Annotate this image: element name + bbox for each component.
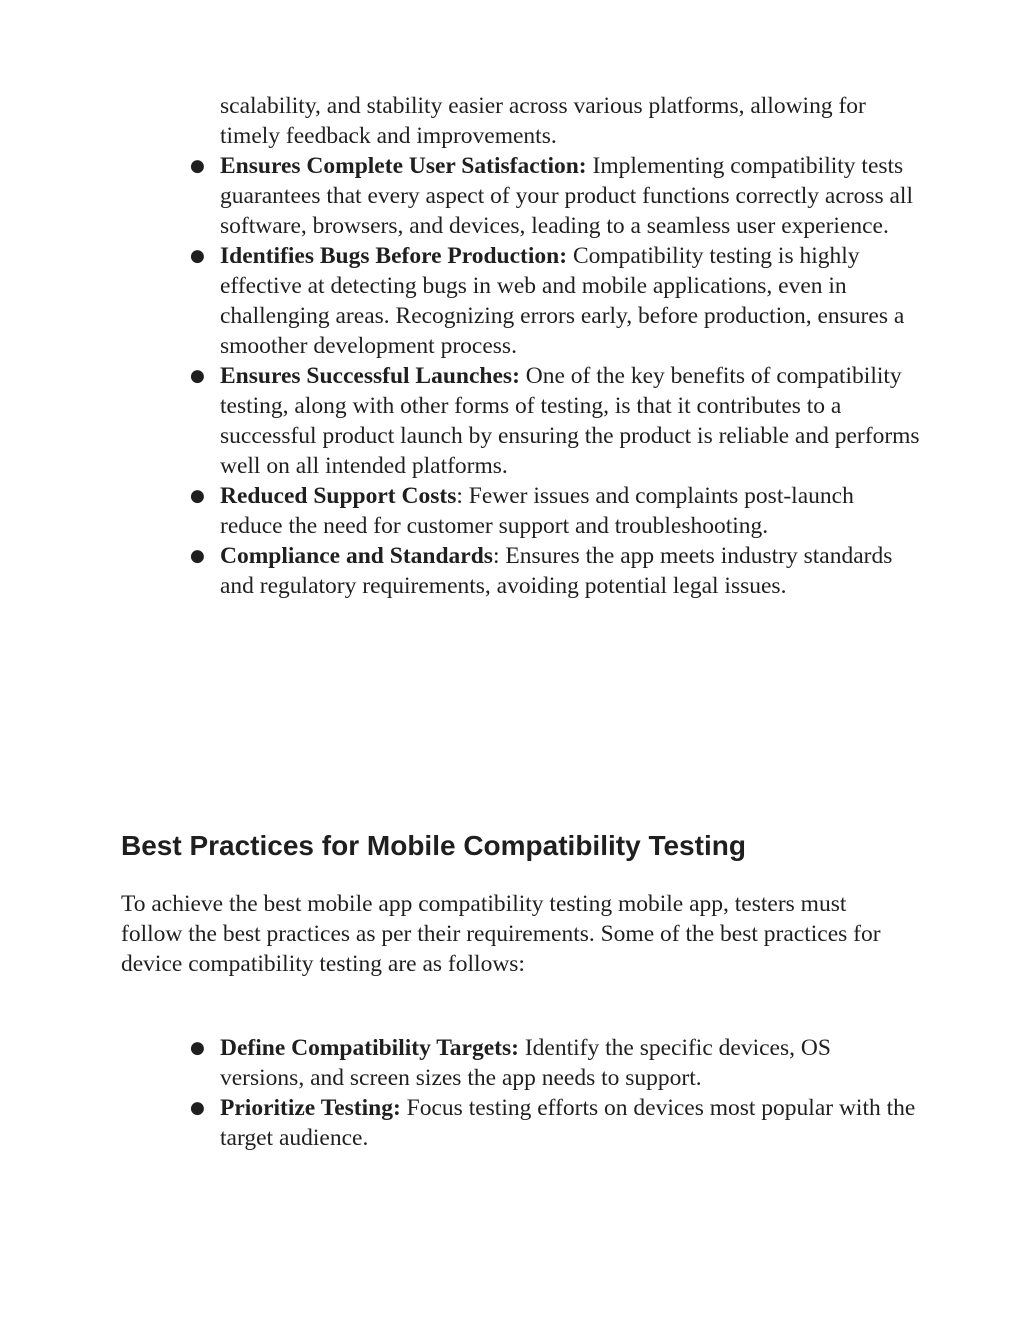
list-item — [220, 481, 920, 541]
list-item — [220, 361, 920, 481]
list-item — [220, 241, 920, 361]
list-item-text: Compatibility testing is highly effective at detecting bugs in web and mobile applications, even in challenging areas. Recognizing errors early, before production, ensures a smoother development process. — [220, 243, 905, 359]
list-item-term: Reduced Support Costs — [220, 483, 457, 509]
list-item-term: Prioritize Testing: — [220, 1095, 401, 1121]
section-heading: Best Practices for Mobile Compatibility Testing — [121, 830, 746, 861]
list-item-text: Identify the specific devices, OS versions, and screen sizes the app needs to support. — [220, 1035, 831, 1091]
list-item-text: Focus testing efforts on devices most popular with the target audience. — [220, 1095, 916, 1151]
benefits-list — [220, 151, 920, 601]
list-item — [220, 151, 920, 241]
list-item — [220, 1033, 920, 1093]
list-item-text: : Fewer issues and complaints post-launch reduce the need for customer support and troubleshooting. — [220, 483, 854, 539]
list-item — [220, 1093, 920, 1153]
list-item-text: : Ensures the app meets industry standards and regulatory requirements, avoiding potential legal issues. — [220, 543, 893, 599]
list-item-term: Ensures Complete User Satisfaction: — [220, 153, 587, 179]
list-item — [220, 541, 920, 601]
continuation-paragraph: scalability, and stability easier across various platforms, allowing for timely feedback and improvements. — [220, 93, 866, 149]
list-item-term: Ensures Successful Launches: — [220, 363, 520, 389]
list-item-term: Define Compatibility Targets: — [220, 1035, 519, 1061]
list-item-text: Implementing compatibility tests guarantees that every aspect of your product functions correctly across all software, browsers, and devices, leading to a seamless user experience. — [220, 153, 913, 239]
list-item-text: One of the key benefits of compatibility testing, along with other forms of testing, is that it contributes to a successful product launch by ensuring the product is reliable and performs well on all intended platforms. — [220, 363, 920, 479]
intro-paragraph: To achieve the best mobile app compatibility testing mobile app, testers must follow the best practices as per their requirements. Some of the best practices for device compatibility testing are as follows: — [121, 891, 881, 977]
practices-list — [220, 1033, 920, 1153]
list-item-term: Compliance and Standards — [220, 543, 493, 569]
list-item-term: Identifies Bugs Before Production: — [220, 243, 568, 269]
